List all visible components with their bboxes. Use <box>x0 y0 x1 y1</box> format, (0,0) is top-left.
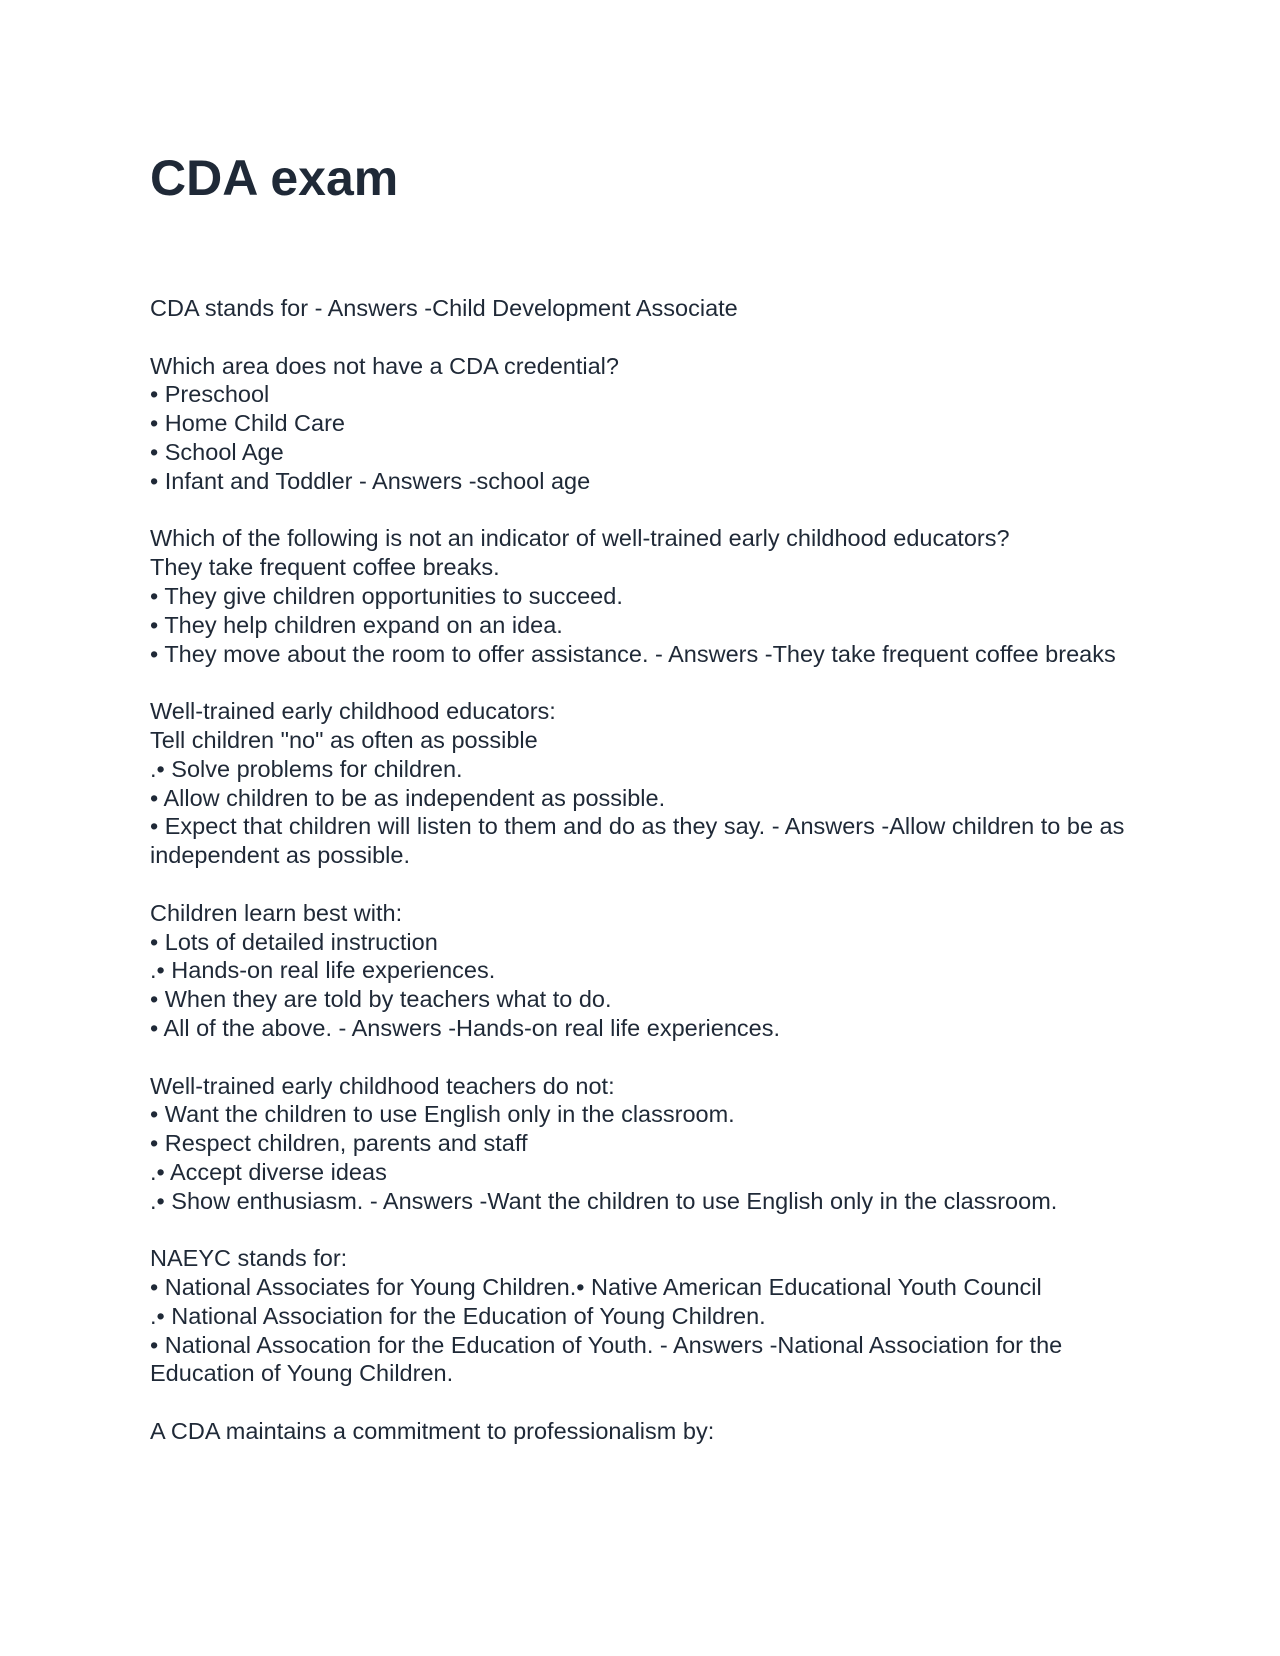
question-block <box>150 1417 1150 1446</box>
text-line: .• Hands-on real life experiences. <box>150 957 496 984</box>
text-line: • Infant and Toddler - Answers -school age <box>150 467 591 494</box>
text-line: CDA stands for - Answers -Child Development Associate <box>150 295 738 321</box>
text-line: .• Show enthusiasm. - Answers -Want the children to use English only in the classroom. <box>150 1187 1058 1214</box>
text-line: Which area does not have a CDA credential? <box>150 352 619 379</box>
text-line: • Lots of detailed instruction <box>150 928 438 955</box>
question-block <box>150 352 1150 496</box>
text-line: Tell children "no" as often as possible <box>150 726 538 753</box>
text-line: A CDA maintains a commitment to professionalism by: <box>150 1418 715 1445</box>
question-block <box>150 524 1150 668</box>
text-line: • National Associates for Young Children.• Native American Educational Youth Council <box>150 1274 1042 1301</box>
text-line: • Home Child Care <box>150 410 345 437</box>
text-line: • When they are told by teachers what to do. <box>150 986 612 1013</box>
text-line: • Allow children to be as independent as possible. <box>150 784 666 811</box>
text-line: .• National Association for the Education of Young Children. <box>150 1302 766 1329</box>
text-line: • They give children opportunities to succeed. <box>150 582 623 609</box>
document-title: CDA exam <box>150 150 399 206</box>
text-line: Well-trained early childhood educators: <box>150 698 556 725</box>
text-line: • Expect that children will listen to them and do as they say. - Answers -Allow children to be as independent as possible. <box>150 813 1125 869</box>
text-line: Which of the following is not an indicator of well-trained early childhood educators? <box>150 525 1010 552</box>
text-line: • All of the above. - Answers -Hands-on real life experiences. <box>150 1014 780 1041</box>
question-block <box>150 899 1150 1043</box>
document-content <box>150 294 1150 1475</box>
question-block <box>150 294 1150 323</box>
text-line: NAEYC stands for: <box>150 1245 348 1272</box>
text-line: Well-trained early childhood teachers do not: <box>150 1072 615 1099</box>
question-block <box>150 697 1150 870</box>
text-line: • School Age <box>150 438 284 465</box>
text-line: • They help children expand on an idea. <box>150 611 563 638</box>
text-line: They take frequent coffee breaks. <box>150 554 500 581</box>
text-line: • Preschool <box>150 381 270 408</box>
question-block <box>150 1072 1150 1216</box>
text-line: .• Accept diverse ideas <box>150 1158 387 1185</box>
text-line: .• Solve problems for children. <box>150 755 463 782</box>
text-line: • Respect children, parents and staff <box>150 1130 528 1157</box>
text-line: • They move about the room to offer assistance. - Answers -They take frequent coffee breaks <box>150 640 1116 667</box>
text-line: • Want the children to use English only in the classroom. <box>150 1101 735 1128</box>
question-block <box>150 1244 1150 1388</box>
text-line: Children learn best with: <box>150 899 403 926</box>
text-line: • National Assocation for the Education of Youth. - Answers -National Association for the Education of Young Children. <box>150 1331 1063 1387</box>
